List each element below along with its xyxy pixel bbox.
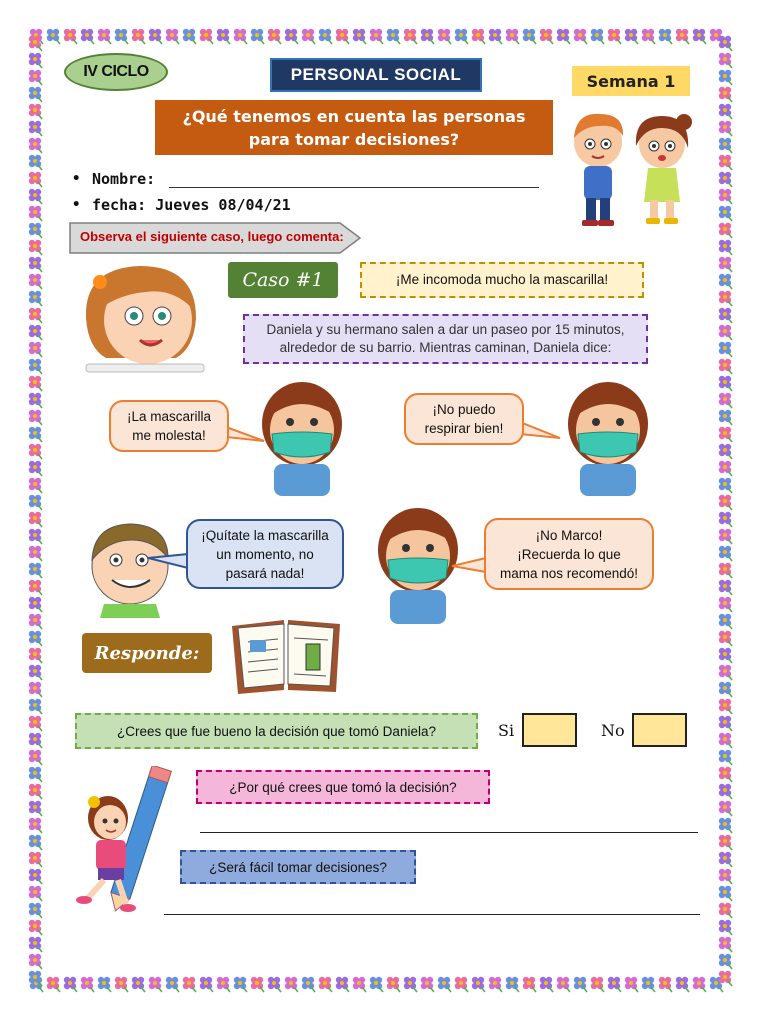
flower-icon (29, 104, 42, 119)
flower-icon (29, 835, 42, 850)
flower-icon (642, 977, 655, 992)
question-1-text: ¿Crees que fue bueno la decisión que tomó Daniela? (117, 723, 436, 739)
ciclo-badge: IV CICLO (64, 53, 168, 91)
flower-icon (719, 733, 732, 748)
flower-icon (719, 784, 732, 799)
flower-icon (719, 886, 732, 901)
flower-icon (98, 977, 111, 992)
flower-icon (81, 29, 94, 44)
speech-bubble-2-line2: respirar bien! (424, 421, 504, 436)
flower-border-left (26, 30, 48, 996)
flower-icon (370, 977, 383, 992)
question-3-text: ¿Será fácil tomar decisiones? (209, 859, 387, 875)
flower-icon (387, 29, 400, 44)
flower-icon (404, 29, 417, 44)
flower-icon (719, 478, 732, 493)
name-label: Nombre: (92, 170, 156, 188)
flower-icon (719, 835, 732, 850)
flower-icon (659, 977, 672, 992)
main-question-line1: ¿Qué tenemos en cuenta las personas (182, 106, 526, 126)
flower-icon (719, 852, 732, 867)
flower-icon (29, 393, 42, 408)
answer-line-2[interactable] (200, 832, 698, 833)
kids-illustration (566, 104, 696, 232)
flower-icon (455, 29, 468, 44)
flower-icon (625, 977, 638, 992)
flower-icon (557, 977, 570, 992)
flower-icon (719, 104, 732, 119)
answer-line-3[interactable] (164, 914, 700, 915)
flower-icon (719, 699, 732, 714)
flower-icon (268, 977, 281, 992)
flower-icon (557, 29, 570, 44)
speech-bubble-4-line2: ¡Recuerda lo que (517, 546, 621, 562)
date-label: fecha: Jueves 08/04/21 (92, 196, 291, 214)
case-narrative-line1: Daniela y su hermano salen a dar un paseo por 15 minutos, (266, 322, 625, 337)
flower-icon (719, 903, 732, 918)
flower-icon (719, 971, 732, 986)
flower-icon (489, 29, 502, 44)
flower-icon (29, 750, 42, 765)
student-fields (72, 166, 539, 218)
flower-icon (29, 784, 42, 799)
flower-icon (234, 29, 247, 44)
flower-icon (29, 342, 42, 357)
flower-icon (115, 29, 128, 44)
speech-bubble-4-line3: mama nos recomendó! (499, 565, 639, 581)
flower-icon (251, 29, 264, 44)
flower-icon (438, 977, 451, 992)
flower-icon (719, 257, 732, 272)
flower-icon (29, 155, 42, 170)
flower-icon (29, 172, 42, 187)
flower-icon (29, 427, 42, 442)
flower-icon (200, 29, 213, 44)
flower-icon (719, 121, 732, 136)
flower-icon (472, 977, 485, 992)
flower-icon (387, 977, 400, 992)
flower-icon (421, 977, 434, 992)
flower-icon (608, 977, 621, 992)
flower-icon (719, 580, 732, 595)
main-question-banner (155, 100, 553, 155)
flower-icon (523, 977, 536, 992)
flower-icon (608, 29, 621, 44)
flower-icon (29, 631, 42, 646)
flower-icon (719, 546, 732, 561)
speech-bubble-3-line1: ¡Quítate la mascarilla (201, 527, 329, 543)
flower-icon (47, 977, 60, 992)
flower-icon (115, 977, 128, 992)
flower-icon (370, 29, 383, 44)
flower-icon (29, 240, 42, 255)
flower-icon (719, 70, 732, 85)
bubble-tail-1 (226, 425, 266, 445)
flower-icon (719, 444, 732, 459)
flower-icon (29, 920, 42, 935)
flower-icon (183, 29, 196, 44)
flower-icon (336, 977, 349, 992)
flower-icon (29, 818, 42, 833)
flower-icon (719, 376, 732, 391)
flower-icon (29, 53, 42, 68)
flower-icon (29, 699, 42, 714)
flower-border-bottom (28, 974, 740, 996)
flower-icon (719, 614, 732, 629)
flower-icon (29, 665, 42, 680)
flower-icon (29, 189, 42, 204)
flower-icon (719, 597, 732, 612)
no-checkbox[interactable] (632, 713, 687, 747)
week-label: Semana 1 (572, 66, 690, 96)
flower-icon (29, 138, 42, 153)
flower-icon (642, 29, 655, 44)
flower-icon (29, 886, 42, 901)
flower-icon (719, 206, 732, 221)
flower-icon (217, 29, 230, 44)
flower-icon (149, 977, 162, 992)
flower-icon (132, 977, 145, 992)
speech-bubble-2 (404, 393, 524, 445)
flower-icon (353, 29, 366, 44)
flower-icon (719, 359, 732, 374)
speech-bubble-1-line2: me molesta! (132, 428, 206, 443)
flower-icon (29, 325, 42, 340)
flower-icon (29, 121, 42, 136)
flower-icon (719, 53, 732, 68)
flower-icon (540, 977, 553, 992)
boy-figure (574, 114, 623, 226)
open-book-icon (228, 614, 344, 696)
flower-icon (183, 977, 196, 992)
flower-icon (719, 393, 732, 408)
flower-icon (719, 512, 732, 527)
flower-icon (64, 977, 77, 992)
flower-icon (29, 767, 42, 782)
flower-icon (719, 410, 732, 425)
flower-icon (719, 223, 732, 238)
flower-icon (166, 29, 179, 44)
flower-icon (472, 29, 485, 44)
question-1 (75, 713, 478, 749)
flower-icon (29, 852, 42, 867)
flower-icon (719, 495, 732, 510)
flower-icon (719, 240, 732, 255)
flower-icon (29, 937, 42, 952)
flower-icon (455, 977, 468, 992)
girl-with-pencil-illustration (74, 766, 180, 916)
bubble-tail-4 (452, 556, 488, 578)
flower-border-top (28, 26, 740, 48)
flower-icon (719, 529, 732, 544)
flower-icon (29, 580, 42, 595)
girl-face-illustration (76, 258, 210, 376)
speech-bubble-3-line2: un momento, no (216, 546, 314, 562)
flower-icon (29, 682, 42, 697)
flower-icon (719, 648, 732, 663)
flower-icon (719, 716, 732, 731)
case-label: Caso #1 (228, 262, 338, 298)
flower-icon (659, 29, 672, 44)
flower-icon (523, 29, 536, 44)
flower-icon (719, 818, 732, 833)
flower-icon (29, 869, 42, 884)
flower-icon (29, 223, 42, 238)
flower-icon (98, 29, 111, 44)
flower-icon (29, 716, 42, 731)
flower-icon (719, 189, 732, 204)
flower-icon (29, 614, 42, 629)
flower-icon (29, 308, 42, 323)
speech-bubble-3-line3: pasará nada! (225, 565, 305, 581)
no-label: No (601, 721, 625, 740)
question-2-text: ¿Por qué crees que tomó la decisión? (229, 779, 457, 795)
flower-icon (234, 977, 247, 992)
name-input-line[interactable] (169, 171, 539, 188)
flower-icon (719, 937, 732, 952)
flower-icon (29, 478, 42, 493)
yes-label: Si (498, 721, 515, 740)
flower-icon (353, 977, 366, 992)
bullet-icon: • (72, 197, 81, 213)
flower-icon (506, 29, 519, 44)
flower-icon (719, 291, 732, 306)
flower-icon (29, 87, 42, 102)
flower-icon (251, 977, 264, 992)
flower-icon (574, 977, 587, 992)
speech-bubble-3 (186, 519, 344, 589)
flower-icon (285, 977, 298, 992)
flower-icon (719, 36, 732, 51)
flower-icon (693, 977, 706, 992)
flower-icon (719, 954, 732, 969)
flower-icon (540, 29, 553, 44)
bullet-icon: • (72, 171, 81, 187)
flower-icon (719, 87, 732, 102)
flower-icon (29, 291, 42, 306)
flower-icon (719, 172, 732, 187)
flower-icon (149, 29, 162, 44)
flower-icon (29, 597, 42, 612)
flower-icon (719, 325, 732, 340)
speech-bubble-4-line1: ¡No Marco! (535, 527, 603, 543)
instruction-text: Observa el siguiente caso, luego comenta: (80, 229, 344, 244)
flower-icon (200, 977, 213, 992)
flower-icon (719, 682, 732, 697)
flower-icon (29, 376, 42, 391)
flower-icon (29, 359, 42, 374)
flower-icon (29, 546, 42, 561)
flower-icon (47, 29, 60, 44)
flower-icon (268, 29, 281, 44)
flower-icon (29, 410, 42, 425)
flower-icon (719, 631, 732, 646)
flower-icon (693, 29, 706, 44)
flower-icon (29, 461, 42, 476)
speech-bubble-1 (109, 400, 229, 452)
main-question-line2: para tomar decisiones? (248, 129, 460, 149)
flower-icon (29, 495, 42, 510)
girl-figure (636, 114, 692, 224)
bubble-tail-2 (520, 420, 562, 442)
speech-bubble-1-line1: ¡La mascarilla (126, 409, 212, 424)
masked-girl-figure-1 (252, 372, 352, 496)
flower-icon (29, 563, 42, 578)
speech-bubble-4 (484, 518, 654, 590)
flower-icon (29, 206, 42, 221)
flower-icon (29, 36, 42, 51)
question-2 (196, 770, 490, 804)
case-narrative-line2: alrededor de su barrio. Mientras caminan, Daniela dice: (279, 340, 612, 355)
flower-icon (132, 29, 145, 44)
flower-icon (676, 29, 689, 44)
flower-icon (285, 29, 298, 44)
flower-icon (29, 903, 42, 918)
flower-icon (719, 665, 732, 680)
bubble-tail-3 (148, 550, 190, 574)
masked-girl-figure-2 (558, 372, 658, 496)
flower-icon (29, 733, 42, 748)
flower-icon (29, 274, 42, 289)
speech-bubble-2-line1: ¡No puedo (432, 402, 496, 417)
flower-icon (489, 977, 502, 992)
flower-icon (438, 29, 451, 44)
yes-checkbox[interactable] (522, 713, 577, 747)
flower-icon (719, 563, 732, 578)
flower-icon (719, 750, 732, 765)
flower-icon (29, 512, 42, 527)
flower-icon (29, 648, 42, 663)
question-3 (180, 850, 416, 884)
flower-icon (591, 29, 604, 44)
flower-icon (719, 155, 732, 170)
flower-icon (719, 920, 732, 935)
flower-icon (302, 977, 315, 992)
flower-icon (29, 529, 42, 544)
flower-icon (625, 29, 638, 44)
case-narrative (243, 314, 648, 364)
flower-icon (166, 977, 179, 992)
flower-icon (64, 29, 77, 44)
flower-icon (29, 257, 42, 272)
flower-icon (336, 29, 349, 44)
case-quote (360, 262, 644, 298)
flower-icon (719, 427, 732, 442)
area-title: PERSONAL SOCIAL (270, 58, 482, 92)
flower-icon (404, 977, 417, 992)
flower-icon (719, 461, 732, 476)
responde-label: Responde: (82, 633, 212, 673)
flower-border-right (716, 30, 738, 996)
flower-icon (719, 308, 732, 323)
flower-icon (719, 274, 732, 289)
flower-icon (29, 444, 42, 459)
flower-icon (719, 801, 732, 816)
flower-icon (29, 971, 42, 986)
flower-icon (29, 954, 42, 969)
flower-icon (29, 70, 42, 85)
case-quote-text: ¡Me incomoda mucho la mascarilla! (395, 272, 609, 287)
flower-icon (591, 977, 604, 992)
flower-icon (319, 29, 332, 44)
flower-icon (719, 138, 732, 153)
flower-icon (676, 977, 689, 992)
flower-icon (81, 977, 94, 992)
flower-icon (319, 977, 332, 992)
flower-icon (302, 29, 315, 44)
flower-icon (217, 977, 230, 992)
flower-icon (421, 29, 434, 44)
flower-icon (574, 29, 587, 44)
flower-icon (506, 977, 519, 992)
flower-icon (719, 767, 732, 782)
flower-icon (719, 342, 732, 357)
flower-icon (719, 869, 732, 884)
flower-icon (29, 801, 42, 816)
